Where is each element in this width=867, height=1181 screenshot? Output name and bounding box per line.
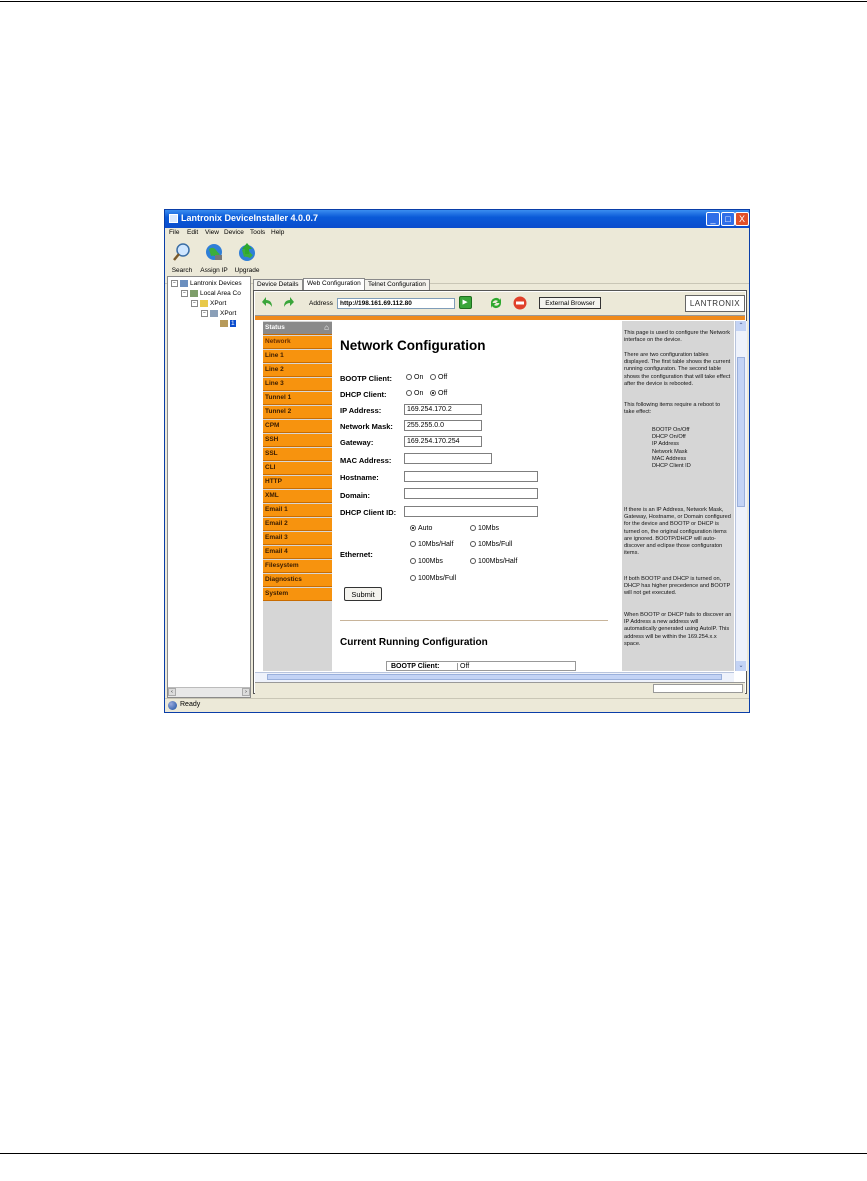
back-icon[interactable] bbox=[261, 296, 275, 310]
scroll-right-icon[interactable]: › bbox=[242, 688, 250, 696]
menu-tools[interactable]: Tools bbox=[250, 229, 266, 236]
minimize-button[interactable]: _ bbox=[706, 212, 720, 226]
web-navigation bbox=[263, 321, 332, 671]
toolbar bbox=[165, 239, 749, 284]
address-label: Address bbox=[309, 300, 333, 307]
nav-http[interactable]: HTTP bbox=[263, 476, 332, 489]
forward-icon[interactable] bbox=[281, 296, 295, 310]
scroll-down-icon[interactable]: ⌄ bbox=[736, 661, 746, 671]
ethernet-100mbs-full-radio[interactable]: 100Mbs/Full bbox=[410, 575, 456, 582]
maximize-button[interactable]: □ bbox=[721, 212, 735, 226]
web-configuration-pane bbox=[253, 290, 747, 694]
radio-icon bbox=[406, 374, 412, 380]
window-title: Lantronix DeviceInstaller 4.0.0.7 bbox=[181, 213, 319, 223]
assign-ip-button[interactable] bbox=[199, 242, 229, 274]
address-bar bbox=[255, 292, 745, 316]
bootp-on-radio[interactable]: On bbox=[406, 374, 423, 381]
nav-xml[interactable]: XML bbox=[263, 490, 332, 503]
folder-icon bbox=[200, 300, 208, 307]
refresh-icon[interactable] bbox=[489, 296, 503, 310]
scrollbar-thumb[interactable] bbox=[267, 674, 722, 680]
help-paragraph-5: If both BOOTP and DHCP is turned on, DHCP has higher precedence and BOOTP will not get executed. bbox=[624, 576, 731, 597]
content-horizontal-scrollbar[interactable] bbox=[255, 672, 734, 682]
magnifier-icon bbox=[172, 242, 192, 262]
nav-email-3[interactable]: Email 3 bbox=[263, 532, 332, 545]
ethernet-10mbs-half-radio[interactable]: 10Mbs/Half bbox=[410, 541, 453, 548]
nav-email-1[interactable]: Email 1 bbox=[263, 504, 332, 517]
radio-selected-icon bbox=[410, 525, 416, 531]
nav-email-4[interactable]: Email 4 bbox=[263, 546, 332, 559]
network-mask-label: Network Mask: bbox=[340, 422, 393, 431]
window-status-bar bbox=[165, 698, 749, 712]
nav-diagnostics[interactable]: Diagnostics bbox=[263, 574, 332, 587]
ip-address-label: IP Address: bbox=[340, 406, 382, 415]
radio-icon bbox=[410, 575, 416, 581]
assign-ip-label: Assign IP bbox=[200, 267, 228, 274]
ethernet-auto-radio[interactable]: Auto bbox=[410, 525, 432, 532]
content-vertical-scrollbar[interactable] bbox=[735, 321, 747, 671]
radio-icon bbox=[430, 374, 436, 380]
network-mask-input[interactable]: 255.255.0.0 bbox=[404, 420, 482, 431]
nav-email-2[interactable]: Email 2 bbox=[263, 518, 332, 531]
nav-system[interactable]: System bbox=[263, 588, 332, 601]
nav-status[interactable]: Status ⌂ bbox=[263, 322, 332, 335]
collapse-icon[interactable]: − bbox=[181, 290, 188, 297]
domain-label: Domain: bbox=[340, 491, 370, 500]
help-list-item: DHCP Client ID bbox=[652, 463, 691, 470]
help-paragraph-1: This page is used to configure the Network interface on the device. bbox=[624, 330, 731, 344]
help-paragraph-3: This following items require a reboot to take effect: bbox=[624, 402, 721, 416]
help-reboot-list bbox=[652, 427, 732, 470]
scrollbar-thumb[interactable] bbox=[737, 357, 745, 507]
radio-icon bbox=[470, 558, 476, 564]
globe-icon bbox=[204, 242, 224, 262]
help-list-item: IP Address bbox=[652, 441, 679, 448]
tree-horizontal-scrollbar[interactable] bbox=[168, 687, 250, 697]
network-icon bbox=[190, 290, 198, 297]
nav-tunnel-2[interactable]: Tunnel 2 bbox=[263, 406, 332, 419]
gateway-label: Gateway: bbox=[340, 438, 374, 447]
go-button[interactable] bbox=[459, 296, 472, 309]
tab-telnet-configuration[interactable]: Telnet Configuration bbox=[364, 279, 430, 290]
mac-address-input[interactable] bbox=[404, 453, 492, 464]
menu-view[interactable]: View bbox=[205, 229, 219, 236]
menu-edit[interactable]: Edit bbox=[187, 229, 199, 236]
nav-ssh[interactable]: SSH bbox=[263, 434, 332, 447]
status-text: Ready bbox=[180, 701, 201, 708]
collapse-icon[interactable]: − bbox=[201, 310, 208, 317]
radio-icon bbox=[470, 525, 476, 531]
go-arrow-icon bbox=[460, 297, 471, 308]
mac-address-label: MAC Address: bbox=[340, 456, 392, 465]
search-button[interactable] bbox=[169, 242, 195, 274]
running-config-row bbox=[386, 661, 576, 671]
dhcp-label: DHCP Client: bbox=[340, 390, 387, 399]
bootp-off-radio[interactable]: Off bbox=[430, 374, 447, 381]
tree-node-xport-folder[interactable]: − XPort bbox=[191, 300, 226, 307]
dhcp-client-id-label: DHCP Client ID: bbox=[340, 508, 397, 517]
help-list-item: Network Mask bbox=[652, 448, 688, 455]
address-input[interactable]: http://198.161.69.112.80 bbox=[337, 298, 455, 309]
radio-icon bbox=[410, 541, 416, 547]
help-panel bbox=[622, 321, 734, 671]
devices-icon bbox=[180, 280, 188, 287]
running-bootp-value: Off bbox=[457, 663, 469, 670]
nav-line-3[interactable]: Line 3 bbox=[263, 378, 332, 391]
ethernet-label: Ethernet: bbox=[340, 550, 373, 559]
nav-cpm[interactable]: CPM bbox=[263, 420, 332, 433]
nav-line-1[interactable]: Line 1 bbox=[263, 350, 332, 363]
close-button[interactable]: X bbox=[735, 212, 749, 226]
tree-node-local-area[interactable]: − Local Area Co bbox=[181, 290, 241, 297]
ethernet-10mbs-full-radio[interactable]: 10Mbs/Full bbox=[470, 541, 512, 548]
help-list-item: MAC Address bbox=[652, 455, 687, 462]
help-paragraph-2: There are two configuration tables displayed. The first table shows the current running configuraton. The second table shows the configuration that will take effect after the device is rebooted. bbox=[624, 352, 731, 387]
tab-device-details[interactable]: Device Details bbox=[253, 279, 303, 290]
running-bootp-label: BOOTP Client: bbox=[391, 663, 440, 670]
menu-device[interactable]: Device bbox=[224, 229, 244, 236]
help-list-item: BOOTP On/Off bbox=[652, 427, 690, 433]
help-paragraph-6: When BOOTP or DHCP fails to discover an IP Address a new address will automatically generated using AutoIP. This address will be within the 169.254.x.x space. bbox=[624, 612, 732, 647]
upgrade-label: Upgrade bbox=[234, 267, 260, 274]
deviceinstaller-window bbox=[164, 209, 750, 713]
menu-help[interactable]: Help bbox=[271, 229, 285, 236]
device-module-icon bbox=[220, 320, 228, 327]
status-field bbox=[653, 684, 743, 693]
browser-status-bar bbox=[255, 682, 745, 694]
nav-filesystem[interactable]: Filesystem bbox=[263, 560, 332, 573]
tree-node-device[interactable]: 1 bbox=[220, 320, 236, 327]
help-paragraph-4: If there is an IP Address, Network Mask, Gateway, Hostname, or Domain configured for the device and BOOTP or DHCP is turned on, the original configuration items are ignored. BOOTP/DHCP will auto-discover and eclipse those configuraton items. bbox=[624, 507, 731, 557]
stop-icon[interactable] bbox=[513, 296, 527, 310]
tab-web-configuration[interactable]: Web Configuration bbox=[303, 278, 365, 291]
section-divider bbox=[340, 620, 608, 621]
tree-node-lantronix-devices[interactable]: − Lantronix Devices bbox=[171, 280, 242, 287]
radio-icon bbox=[410, 558, 416, 564]
submit-button[interactable]: Submit bbox=[344, 587, 382, 601]
radio-icon bbox=[406, 390, 412, 396]
bootp-label: BOOTP Client: bbox=[340, 374, 392, 383]
page-title: Network Configuration bbox=[340, 338, 486, 353]
menu-file[interactable]: File bbox=[169, 229, 180, 236]
running-config-title: Current Running Configuration bbox=[340, 637, 488, 648]
lantronix-logo: LANTRONIX bbox=[685, 295, 745, 312]
top-rule bbox=[0, 1, 867, 2]
nav-ssl[interactable]: SSL bbox=[263, 448, 332, 461]
app-icon bbox=[169, 214, 178, 223]
radio-icon bbox=[470, 541, 476, 547]
orange-header-strip bbox=[255, 316, 745, 320]
scroll-left-icon[interactable]: ‹ bbox=[168, 688, 176, 696]
dhcp-on-radio[interactable]: On bbox=[406, 390, 423, 397]
scroll-up-icon[interactable]: ⌃ bbox=[736, 321, 746, 331]
ethernet-100mbs-half-radio[interactable]: 100Mbs/Half bbox=[470, 558, 517, 565]
search-label: Search bbox=[171, 267, 193, 274]
ethernet-10mbs-radio[interactable]: 10Mbs bbox=[470, 525, 499, 532]
domain-input[interactable] bbox=[404, 488, 538, 499]
tree-node-xport[interactable]: − XPort bbox=[201, 310, 236, 317]
ip-address-input[interactable]: 169.254.170.2 bbox=[404, 404, 482, 415]
menu-bar bbox=[165, 228, 749, 239]
device-icon bbox=[210, 310, 218, 317]
ethernet-100mbs-radio[interactable]: 100Mbs bbox=[410, 558, 443, 565]
nav-network[interactable]: Network bbox=[263, 336, 332, 349]
hostname-label: Hostname: bbox=[340, 473, 379, 482]
upgrade-globe-icon bbox=[237, 242, 257, 262]
collapse-icon[interactable]: − bbox=[191, 300, 198, 307]
external-browser-button[interactable]: External Browser bbox=[539, 297, 601, 309]
status-globe-icon bbox=[168, 701, 177, 710]
dhcp-client-id-input[interactable] bbox=[404, 506, 538, 517]
bottom-rule bbox=[0, 1153, 867, 1154]
help-list-item: DHCP On/Off bbox=[652, 434, 686, 441]
nav-line-2[interactable]: Line 2 bbox=[263, 364, 332, 377]
nav-cli[interactable]: CLI bbox=[263, 462, 332, 475]
gateway-input[interactable]: 169.254.170.254 bbox=[404, 436, 482, 447]
collapse-icon[interactable]: − bbox=[171, 280, 178, 287]
radio-selected-icon bbox=[430, 390, 436, 396]
device-tree bbox=[167, 276, 251, 698]
nav-tunnel-1[interactable]: Tunnel 1 bbox=[263, 392, 332, 405]
hostname-input[interactable] bbox=[404, 471, 538, 482]
dhcp-off-radio[interactable]: Off bbox=[430, 390, 447, 397]
home-icon[interactable]: ⌂ bbox=[324, 323, 329, 332]
upgrade-button[interactable] bbox=[233, 242, 261, 274]
title-bar[interactable] bbox=[165, 210, 749, 228]
